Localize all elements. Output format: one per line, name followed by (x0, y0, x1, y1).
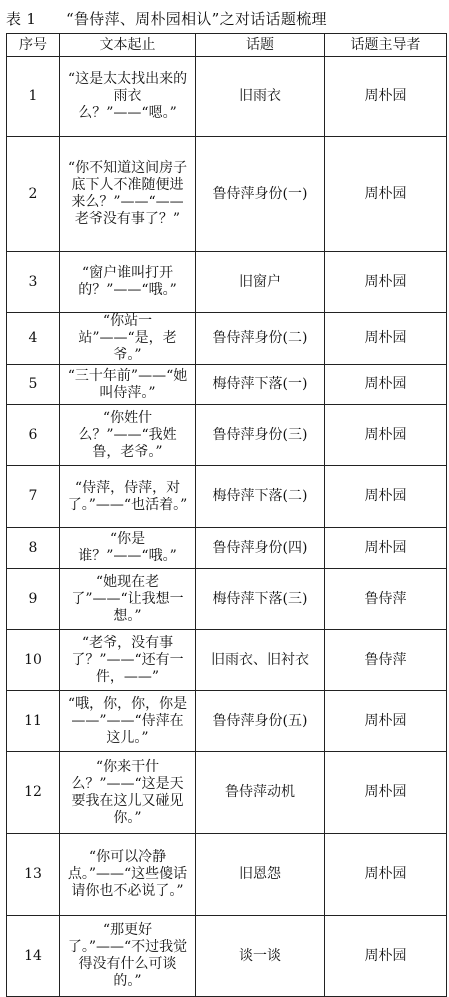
row-topic: 鲁侍萍身份(一) (196, 137, 325, 252)
row-topic: 旧雨衣、旧衬衣 (196, 630, 325, 691)
row-number: 13 (7, 834, 60, 916)
row-topic: 梅侍萍下落(一) (196, 365, 325, 405)
row-leader: 周朴园 (325, 691, 447, 752)
row-text-range: “那更好了。”——“不过我觉得没有什么可谈的。” (60, 916, 196, 997)
row-number: 12 (7, 752, 60, 834)
row-number: 10 (7, 630, 60, 691)
row-leader: 周朴园 (325, 834, 447, 916)
row-number: 7 (7, 466, 60, 528)
row-topic: 旧窗户 (196, 252, 325, 313)
row-number: 4 (7, 313, 60, 365)
row-text-range: “三十年前”——“她叫侍萍。” (60, 365, 196, 405)
table-row (7, 528, 447, 569)
row-number: 5 (7, 365, 60, 405)
row-number: 14 (7, 916, 60, 997)
header-row (7, 34, 447, 57)
table-row (7, 630, 447, 691)
table-row (7, 834, 447, 916)
row-topic: 鲁侍萍身份(二) (196, 313, 325, 365)
header-number: 序号 (7, 34, 60, 57)
row-text-range: “老爷，没有事了？”——“还有一件，——” (60, 630, 196, 691)
row-text-range: “哦，你，你，你是——”——“侍萍在这儿。” (60, 691, 196, 752)
header-topic: 话题 (196, 34, 325, 57)
table-row (7, 137, 447, 252)
table-row (7, 466, 447, 528)
row-topic: 梅侍萍下落(二) (196, 466, 325, 528)
row-text-range: “她现在老了”——“让我想一想。” (60, 569, 196, 630)
row-leader: 周朴园 (325, 916, 447, 997)
table-row (7, 365, 447, 405)
row-text-range: “你是谁？”——“哦。” (60, 528, 196, 569)
table-row (7, 252, 447, 313)
row-leader: 周朴园 (325, 528, 447, 569)
table-number: 表 1 (6, 10, 37, 28)
row-text-range: “你站一站”——“是，老爷。” (60, 313, 196, 365)
table-row (7, 691, 447, 752)
table-row (7, 313, 447, 365)
table-row (7, 752, 447, 834)
row-topic: 鲁侍萍身份(四) (196, 528, 325, 569)
row-number: 8 (7, 528, 60, 569)
header-leader: 话题主导者 (325, 34, 447, 57)
row-number: 3 (7, 252, 60, 313)
row-leader: 周朴园 (325, 365, 447, 405)
row-text-range: “侍萍，侍萍，对了。”——“也活着。” (60, 466, 196, 528)
row-topic: 旧雨衣 (196, 57, 325, 137)
row-text-range: “你来干什么？”——“这是天要我在这儿又碰见你。” (60, 752, 196, 834)
row-leader: 周朴园 (325, 313, 447, 365)
row-topic: 鲁侍萍动机 (196, 752, 325, 834)
row-topic: 梅侍萍下落(三) (196, 569, 325, 630)
row-leader: 周朴园 (325, 137, 447, 252)
row-text-range: “你可以冷静点。”——“这些傻话请你也不必说了。” (60, 834, 196, 916)
row-leader: 周朴园 (325, 252, 447, 313)
table-row (7, 57, 447, 137)
row-number: 2 (7, 137, 60, 252)
row-topic: 鲁侍萍身份(五) (196, 691, 325, 752)
row-leader: 周朴园 (325, 57, 447, 137)
row-number: 11 (7, 691, 60, 752)
row-leader: 周朴园 (325, 466, 447, 528)
row-leader: 鲁侍萍 (325, 569, 447, 630)
table-row (7, 405, 447, 466)
table-caption (6, 7, 327, 31)
row-number: 1 (7, 57, 60, 137)
row-leader: 周朴园 (325, 752, 447, 834)
row-text-range: “你姓什么？”——“我姓鲁，老爷。” (60, 405, 196, 466)
row-leader: 鲁侍萍 (325, 630, 447, 691)
row-topic: 鲁侍萍身份(三) (196, 405, 325, 466)
row-number: 9 (7, 569, 60, 630)
table-row (7, 916, 447, 997)
row-text-range: “这是太太找出来的雨衣么？”——“嗯。” (60, 57, 196, 137)
dialogue-topic-table (6, 33, 447, 997)
table-title: “鲁侍萍、周朴园相认”之对话话题梳理 (66, 10, 327, 28)
row-leader: 周朴园 (325, 405, 447, 466)
row-topic: 旧恩怨 (196, 834, 325, 916)
header-text-range: 文本起止 (60, 34, 196, 57)
row-text-range: “窗户谁叫打开的？”——“哦。” (60, 252, 196, 313)
row-text-range: “你不知道这间房子底下人不准随便进来么？”——“——老爷没有事了？” (60, 137, 196, 252)
row-topic: 谈一谈 (196, 916, 325, 997)
row-number: 6 (7, 405, 60, 466)
table-row (7, 569, 447, 630)
